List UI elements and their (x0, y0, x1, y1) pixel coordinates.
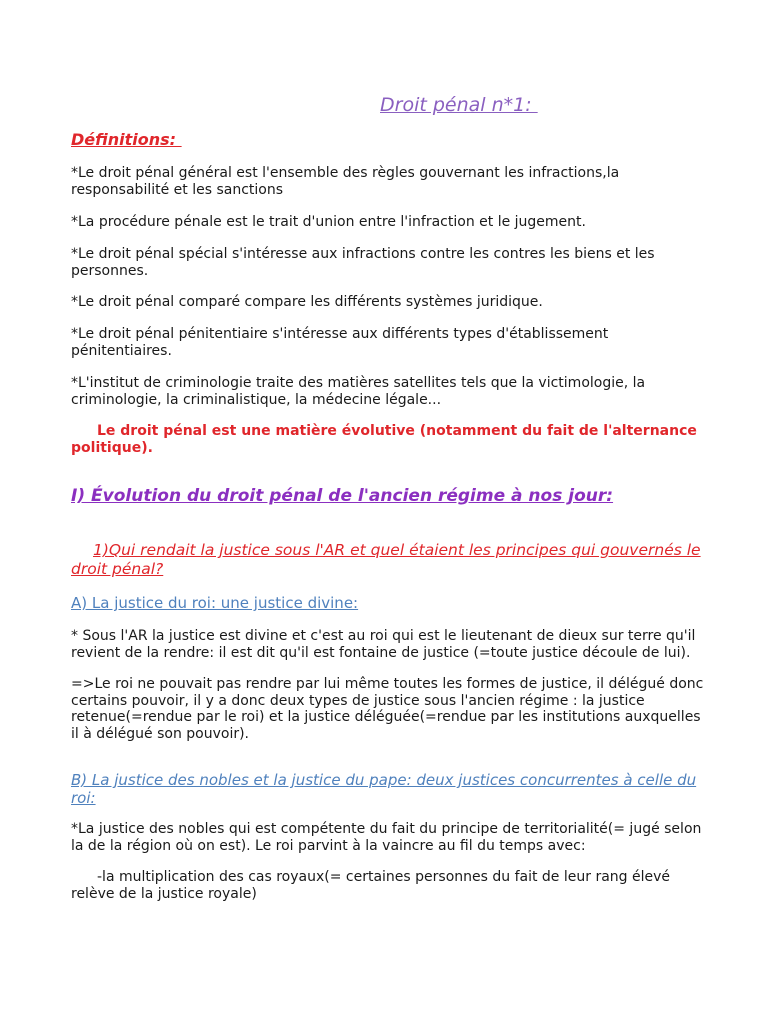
definition-paragraph: *Le droit pénal général est l'ensemble des règles gouvernant les infractions,la responsabilité et les sanctions (71, 165, 620, 198)
subsection-a-paragraph: * Sous l'AR la justice est divine et c'est au roi qui est le lieutenant de dieux sur terre qu'il revient de la rendre: il est dit qu'il est fontaine de justice (=toute justice découle de lui). (71, 628, 696, 661)
evolutive-note: Le droit pénal est une matière évolutive (notamment du fait de l'alternance politique). (71, 423, 697, 456)
subsection-b-title: B) La justice des nobles et la justice du pape: deux justices concurrentes à celle du roi: (71, 771, 697, 807)
subsection-a-title: A) La justice du roi: une justice divine: (71, 594, 359, 612)
definition-paragraph: *L'institut de criminologie traite des matières satellites tels que la victimologie, la criminologie, la criminalistique, la médecine légale... (71, 375, 646, 408)
definition-paragraph: *La procédure pénale est le trait d'union entre l'infraction et le jugement. (71, 214, 586, 230)
subsection-b-paragraph: *La justice des nobles qui est compétente du fait du principe de territorialité(= jugé selon la de la région où on est). Le roi parvint à la vaincre au fil du temps avec: (71, 821, 702, 854)
section-title: I) Évolution du droit pénal de l'ancien régime à nos jour: (71, 486, 614, 506)
document-title: Droit pénal n*1: (380, 94, 538, 116)
question-heading: 1)Qui rendait la justice sous l'AR et quel étaient les principes qui gouvernés le droit pénal? (71, 541, 701, 578)
definition-paragraph: *Le droit pénal pénitentiaire s'intéresse aux différents types d'établissement pénitentiaires. (71, 326, 609, 359)
definition-paragraph: *Le droit pénal spécial s'intéresse aux infractions contre les contres les biens et les personnes. (71, 246, 655, 279)
subsection-b-paragraph: -la multiplication des cas royaux(= certaines personnes du fait de leur rang élevé relève de la justice royale) (71, 869, 671, 902)
definition-paragraph: *Le droit pénal comparé compare les différents systèmes juridique. (71, 294, 543, 310)
definitions-heading: Définitions: (71, 130, 182, 149)
subsection-a-paragraph: =>Le roi ne pouvait pas rendre par lui même toutes les formes de justice, il délégué donc certains pouvoir, il y a donc deux types de justice sous l'ancien régime : la justice retenue(=rendue par le roi) et la justice déléguée(=rendue par les institutions auxquelles il à délégué son pouvoir). (71, 676, 704, 742)
